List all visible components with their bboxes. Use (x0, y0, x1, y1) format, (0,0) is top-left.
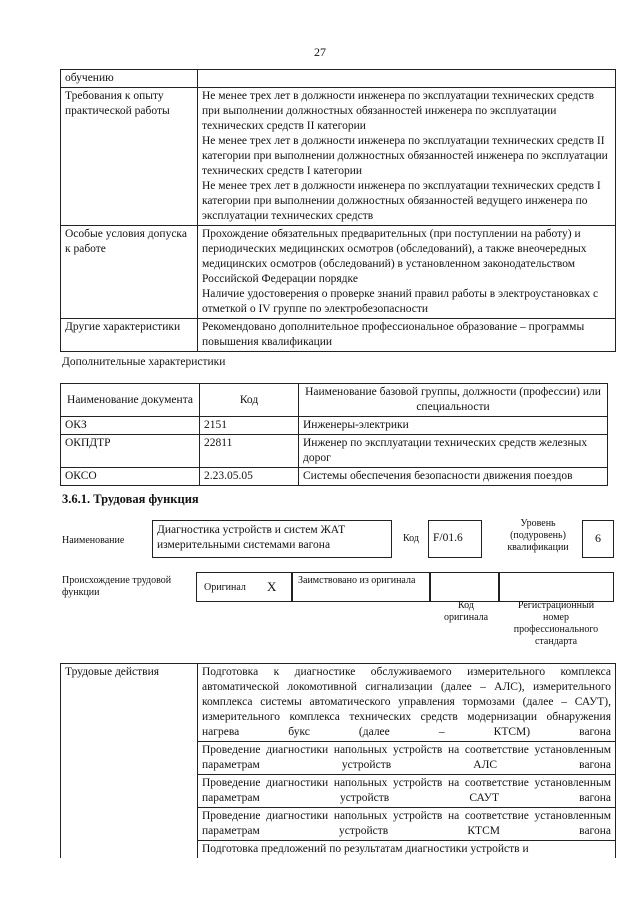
original-mark: X (267, 579, 277, 594)
code-box (428, 520, 482, 558)
row-value (198, 226, 616, 319)
paragraph: Не менее трех лет в должности инженера по эксплуатации технических средств при выполнении должностных обязанностей инженера по эксплуатации технических средств II категории (202, 90, 595, 132)
table-row (61, 417, 608, 435)
level-value: 6 (595, 531, 601, 545)
code-label: Код (403, 533, 419, 544)
labor-action: Подготовка предложений по результатам диагностики устройств и (198, 841, 616, 859)
labor-actions-label: Трудовые действия (61, 664, 198, 859)
table-row (61, 435, 608, 468)
row-value (198, 88, 616, 226)
paragraph: Не менее трех лет в должности инженера по эксплуатации технических средств II категории при выполнении должностных обязанностей инженера по эксплуатации технических средств I категории (202, 135, 608, 177)
origin-label: Происхождение трудовой функции (62, 575, 172, 598)
table-row (61, 319, 616, 352)
additional-table (60, 383, 608, 486)
original-label: Оригинал (204, 582, 246, 593)
row-label: обучению (61, 70, 198, 88)
table-cell: ОКПДТР (61, 435, 200, 468)
origin-borrowed-box (291, 572, 431, 602)
page-number: 27 (314, 45, 326, 59)
labor-action: Проведение диагностики напольных устройств на соответствие установленным параметрам устройств АЛС вагона (198, 742, 616, 775)
level-label: Уровень (подуровень) квалификации (507, 518, 569, 553)
origin-code-box (429, 572, 500, 602)
row-label: Другие характеристики (61, 319, 198, 352)
table-row (61, 226, 616, 319)
table-cell: ОКСО (61, 468, 200, 486)
table-cell: 2151 (200, 417, 299, 435)
column-header: Код (200, 384, 299, 417)
table-row (61, 88, 616, 226)
function-name-box (152, 520, 392, 558)
row-value (198, 319, 616, 352)
row-label: Особые условия допуска к работе (61, 226, 198, 319)
code-original-caption: Код оригинала (443, 600, 489, 623)
table-row (61, 664, 616, 742)
labor-action: Проведение диагностики напольных устройств на соответствие установленным параметрам устройств КТСМ вагона (198, 808, 616, 841)
labor-action: Подготовка к диагностике обслуживаемого измерительного комплекса автоматической локомотивной сигнализации (далее – АЛС), измерительного комплекса системы автоматического управления тормозами (далее – САУТ), измерительного комплекса технических средств модернизации обнаружения нагрева букс (далее – КТСМ) вагона (198, 664, 616, 742)
table-cell: Системы обеспечения безопасности движения поездов (299, 468, 608, 486)
table-row (61, 70, 616, 88)
row-label: Требования к опыту практической работы (61, 88, 198, 226)
table-cell: 2.23.05.05 (200, 468, 299, 486)
table-header-row (61, 384, 608, 417)
column-header: Наименование базовой группы, должности (профессии) или специальности (299, 384, 608, 417)
paragraph: Прохождение обязательных предварительных (при поступлении на работу) и периодических медицинских осмотров (обследований), а также внеочередных медицинских осмотров (обследований) в установленном законодательством Российской Федерации порядке (202, 228, 587, 285)
table-cell: Инженер по эксплуатации технических средств железных дорог (299, 435, 608, 468)
section-title: 3.6.1. Трудовая функция (62, 492, 199, 506)
row-value (198, 70, 616, 88)
table-cell: Инженеры-электрики (299, 417, 608, 435)
level-box (582, 520, 614, 558)
table-cell: ОКЗ (61, 417, 200, 435)
reg-number-caption: Регистрационный номер профессионального стандарта (513, 600, 599, 647)
table-row (61, 468, 608, 486)
function-name: Диагностика устройств и систем ЖАТ измерительными системами вагона (157, 524, 346, 551)
requirements-table (60, 69, 616, 352)
origin-reg-box (498, 572, 614, 602)
code-value: F/01.6 (433, 532, 463, 544)
labor-actions-table (60, 663, 616, 858)
name-label: Наименование (62, 535, 125, 546)
borrowed-label: Заимствовано из оригинала (298, 575, 416, 586)
paragraph: Не менее трех лет в должности инженера по эксплуатации технических средств I категории при выполнении должностных обязанностей ведущего инженера по эксплуатации технических средств (202, 180, 601, 222)
paragraph: Рекомендовано дополнительное профессиональное образование – программы повышения квалификации (202, 321, 585, 348)
paragraph: Наличие удостоверения о проверке знаний правил работы в электроустановках с отметкой о IV группе по электробезопасности (202, 288, 599, 315)
table-cell: 22811 (200, 435, 299, 468)
labor-action: Проведение диагностики напольных устройств на соответствие установленным параметрам устройств САУТ вагона (198, 775, 616, 808)
additional-title: Дополнительные характеристики (62, 356, 226, 368)
column-header: Наименование документа (61, 384, 200, 417)
origin-original-box (196, 572, 293, 602)
